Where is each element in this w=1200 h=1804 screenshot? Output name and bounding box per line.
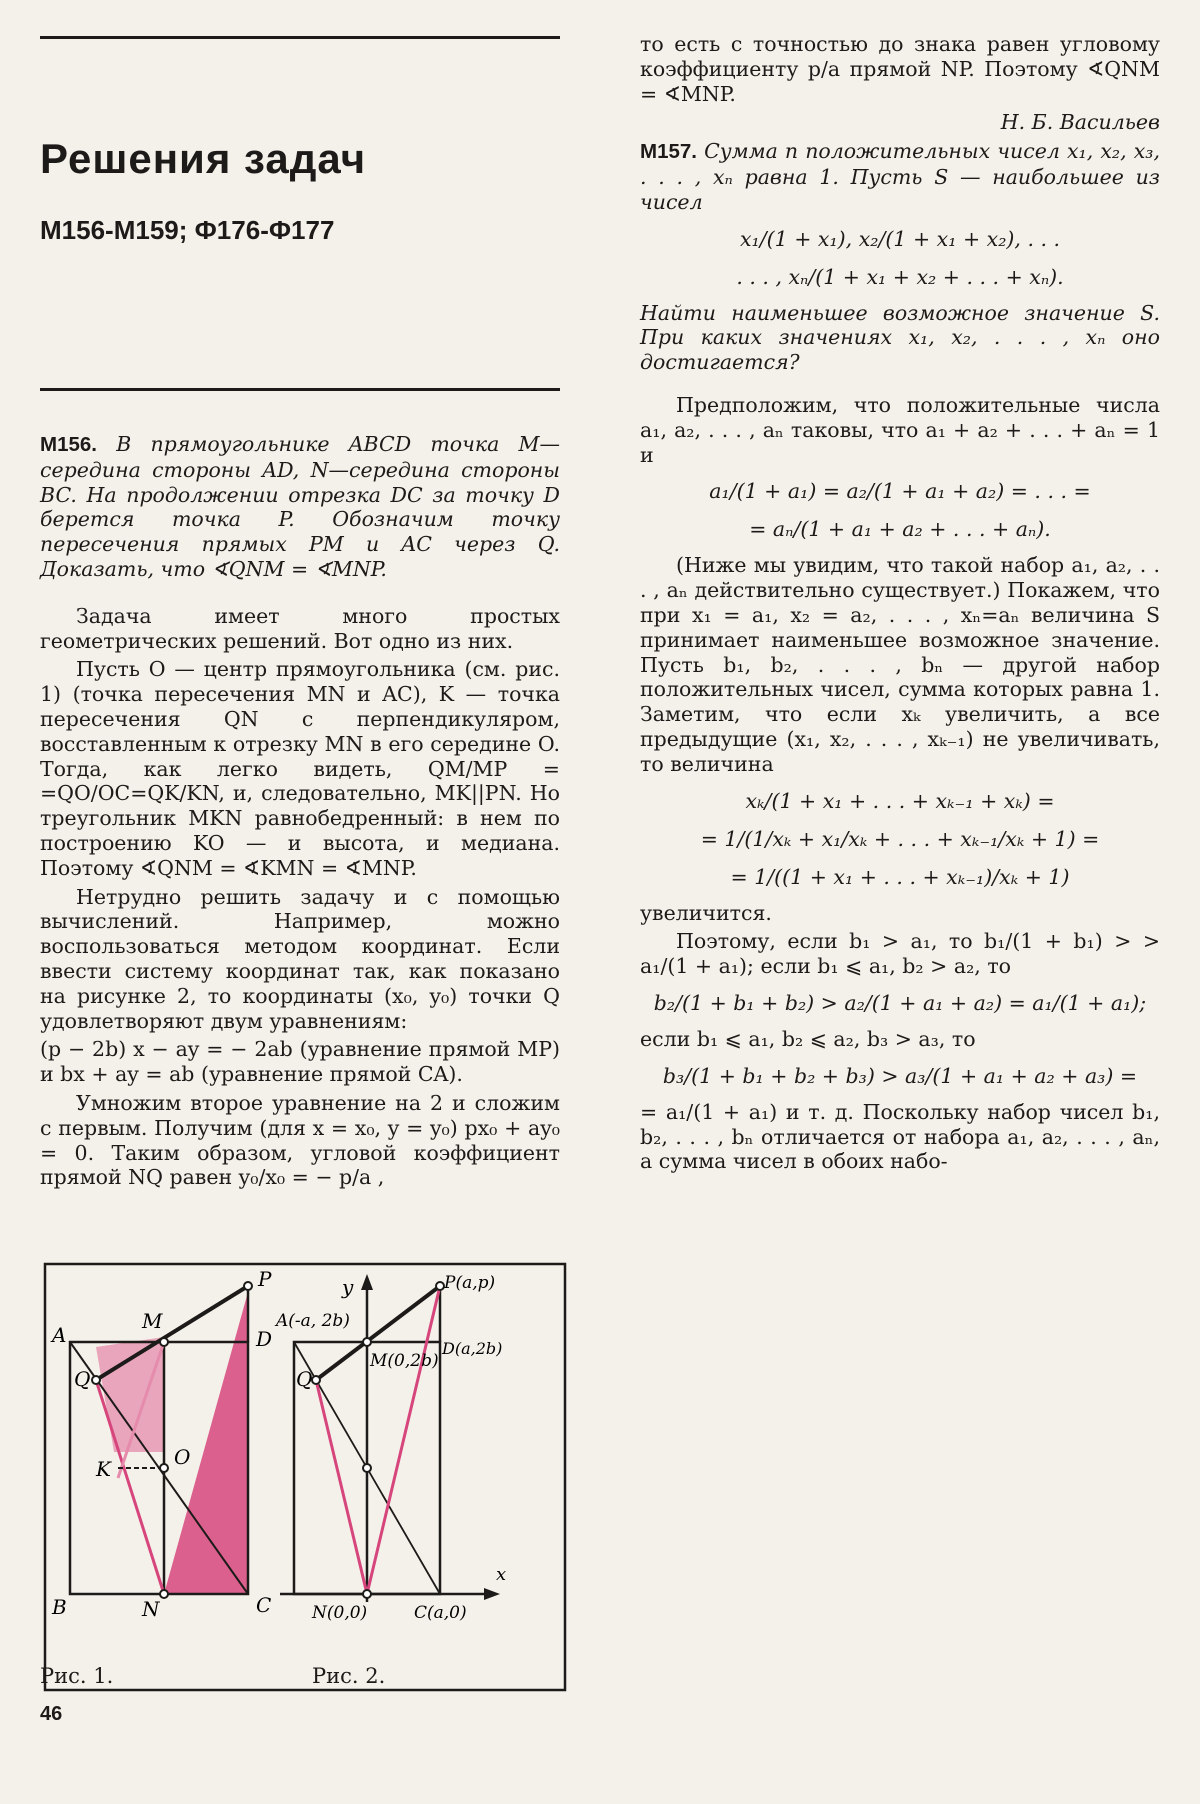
m156-paragraph-4: (p − 2b) x − ay = − 2ab (уравнение прямой MP) и bx + ay = ab (уравнение прямой CA). [40, 1037, 560, 1087]
fig2-label-x: x [496, 1564, 507, 1585]
m156-author: Н. Б. Васильев [1000, 110, 1160, 135]
fig1-label-c: C [256, 1593, 272, 1617]
m157-formula-9: b₃/(1 + b₁ + b₂ + b₃) > a₃/(1 + a₁ + a₂ + a₃) = [662, 1063, 1138, 1088]
fig2-line-qn [316, 1380, 367, 1594]
figure-1-caption: Рис. 1. [40, 1664, 114, 1688]
fig2-label-p: P(a,p) [444, 1273, 496, 1293]
fig2-point-p [436, 1282, 444, 1290]
fig2-y-arrow-icon [361, 1274, 373, 1290]
fig2-label-n: N(0,0) [312, 1603, 368, 1623]
m157-formula-8: b₂/(1 + b₁ + b₂) > a₂/(1 + a₁ + a₂) = a₁/(1 + a₁); [653, 990, 1147, 1015]
m157-paragraph-4: Поэтому, если b₁ > a₁, то b₁/(1 + b₁) > > a₁/(1 + a₁); если b₁ ⩽ a₁, b₂ > a₂, то [640, 929, 1160, 979]
m157-formula-3: a₁/(1 + a₁) = a₂/(1 + a₁ + a₂) = . . . = [709, 479, 1091, 504]
fig1-point-n [160, 1590, 168, 1598]
m156-paragraph-2: Пусть O — центр прямоугольника (см. рис. 1) (точка пересечения MN и AC), K — точка пересечения QN с перпендикуляром, восставленным к отрезку MN в его середине O. Тогда, как легко видеть, QM/MP = =QO/OC=QK/KN, и, следовательно, MK||PN. Но треугольник MKN равнобедренный: в нем по построению KO — и высота, и медиана. Поэтому ∢QNM = ∢KMN = ∢MNP. [40, 657, 560, 880]
m157-formula-4: = aₙ/(1 + a₁ + a₂ + . . . + aₙ). [749, 517, 1051, 542]
fig2-label-y: y [342, 1275, 354, 1299]
fig1-label-k: K [96, 1457, 111, 1481]
m157-formula-6: = 1/(1/xₖ + x₁/xₖ + . . . + xₖ₋₁/xₖ + 1) = [700, 826, 1100, 851]
page-subtitle: М156-М159; Ф176-Ф177 [40, 215, 335, 245]
fig1-label-n: N [142, 1597, 160, 1621]
fig1-label-a: A [52, 1323, 67, 1347]
fig2-point-n [363, 1590, 371, 1598]
fig1-shaded-triangle-pnc [164, 1292, 248, 1594]
m156-statement-text: В прямоугольнике ABCD точка M—середина стороны AD, N—середина стороны BC. На продолжении отрезка DC за точку D берется точка P. Обозначим точку пересечения прямых PM и AC через Q. Доказать, что ∢QNM = ∢MNP. [40, 432, 560, 581]
fig2-point-mid [363, 1464, 371, 1472]
m157-paragraph-3: увеличится. [640, 900, 772, 925]
fig1-point-o [160, 1464, 168, 1472]
fig2-label-d: D(a,2b) [442, 1339, 503, 1358]
fig1-label-p: P [258, 1267, 272, 1291]
m156-continuation: то есть с точностью до знака равен угловому коэффициенту p/a прямой NP. Поэтому ∢QNM = ∢MNP. [640, 32, 1160, 106]
fig1-label-b: B [52, 1595, 67, 1619]
fig1-label-o: O [174, 1445, 191, 1469]
m156-paragraph-3: Нетрудно решить задачу и с помощью вычислений. Например, можно воспользоваться методом координат. Если ввести систему координат так, как показано на рисунке 2, то координаты (x₀, y₀) точки Q удовлетворяют двум уравнениям: [40, 884, 560, 1033]
fig1-point-q [92, 1376, 100, 1384]
fig1-point-p [244, 1282, 252, 1290]
figure-2 [274, 1273, 506, 1623]
m157-formula-1: x₁/(1 + x₁), x₂/(1 + x₁ + x₂), . . . [739, 226, 1061, 251]
fig1-label-m: M [142, 1309, 163, 1333]
page-number: 46 [40, 1703, 63, 1725]
m157-statement-text: Сумма n положительных чисел x₁, x₂, x₃, . . . , xₙ равна 1. Пусть S — наибольшее из чисел [640, 139, 1160, 214]
page-title: Решения задач [40, 135, 367, 182]
fig1-label-q: Q [74, 1367, 91, 1391]
fig2-point-m [363, 1338, 371, 1346]
m157-formula-2: . . . , xₙ/(1 + x₁ + x₂ + . . . + xₙ). [736, 264, 1064, 289]
m157-formula-5: xₖ/(1 + x₁ + . . . + xₖ₋₁ + xₖ) = [745, 788, 1055, 813]
top-rule [40, 36, 560, 39]
fig2-label-m: M(0,2b) [370, 1351, 439, 1371]
m156-paragraph-1: Задача имеет много простых геометрических решений. Вот одно из них. [40, 603, 560, 653]
m157-paragraph-1: Предположим, что положительные числа a₁, a₂, . . . , aₙ таковы, что a₁ + a₂ + . . . + aₙ = 1 и [640, 392, 1160, 467]
fig1-point-m [160, 1338, 168, 1346]
m157-paragraph-5: если b₁ ⩽ a₁, b₂ ⩽ a₂, b₃ > a₃, то [640, 1026, 976, 1051]
left-column [40, 432, 560, 1194]
figure-1 [50, 1262, 272, 1693]
figure-2-caption: Рис. 2. [312, 1664, 386, 1688]
m156-number: М156. [40, 433, 97, 456]
right-column [640, 32, 1160, 1178]
fig2-label-c: C(a,0) [414, 1603, 467, 1623]
m157-paragraph-2: (Ниже мы увидим, что такой набор a₁, a₂, . . . , aₙ действительно существует.) Покажем, что при x₁ = a₁, x₂ = a₂, . . . , xₙ=aₙ величина S принимает наименьшее возможное значение. Пусть b₁, b₂, . . . , bₙ — другой набор положительных чисел, сумма которых равна 1. Заметим, что если xₖ увеличить, а все предыдущие (x₁, x₂, . . . , xₖ₋₁) не увеличивать, то величина [640, 553, 1160, 776]
fig2-x-arrow-icon [484, 1588, 500, 1600]
m157-statement [640, 139, 1160, 214]
fig2-label-a: A(-a, 2b) [276, 1311, 350, 1331]
m156-paragraph-5: Умножим второе уравнение на 2 и сложим с первым. Получим (для x = x₀, y = y₀) px₀ + ay₀ = 0. Таким образом, угловой коэффициент прямой NQ равен y₀/x₀ = − p/a , [40, 1090, 560, 1190]
fig1-label-d: D [256, 1327, 273, 1351]
m157-formula-7: = 1/((1 + x₁ + . . . + xₖ₋₁)/xₖ + 1) [730, 864, 1070, 889]
title-rule [40, 388, 560, 391]
m156-statement [40, 432, 560, 582]
m157-paragraph-6: = a₁/(1 + a₁) и т. д. Поскольку набор чисел b₁, b₂, . . . , bₙ отличается от набора a₁, a₂, . . . , aₙ, а сумма чисел в обоих набо- [640, 1099, 1160, 1174]
figures-frame [40, 1262, 570, 1694]
fig2-label-q: Q [296, 1367, 313, 1391]
m157-number: М157. [640, 140, 697, 164]
m157-question: Найти наименьшее возможное значение S. При каких значениях x₁, x₂, . . . , xₙ оно достигается? [640, 300, 1160, 375]
fig2-point-q [312, 1376, 320, 1384]
